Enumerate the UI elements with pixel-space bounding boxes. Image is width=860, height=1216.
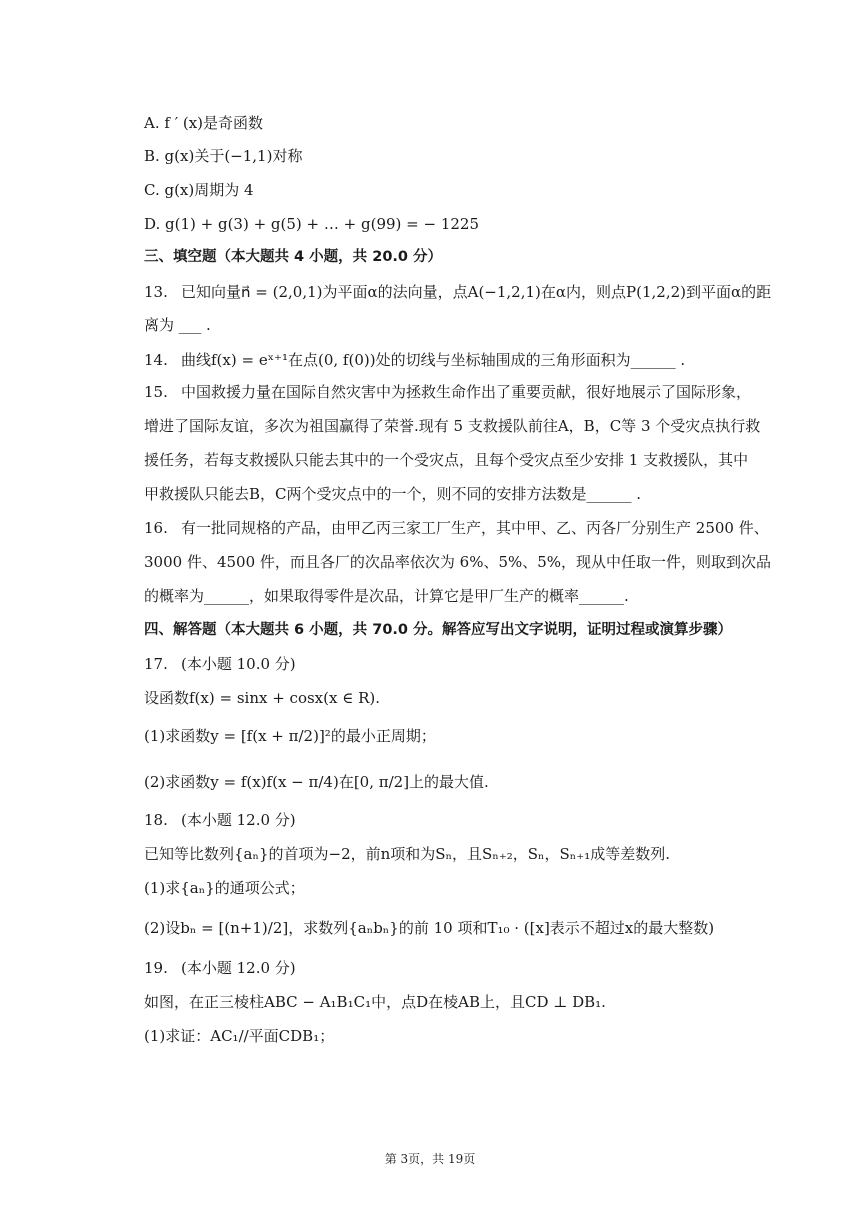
question-17-stem: 设函数f(x) = sinx + cosx(x ∈ R). [144, 689, 380, 707]
question-17 [144, 654, 296, 674]
question-19-stem: 如图，在正三棱柱ABC − A₁B₁C₁中，点D在棱AB上，且CD ⊥ DB₁. [144, 993, 606, 1011]
question-number: 15. [144, 383, 168, 401]
question-13-cont: 离为 ___ . [144, 316, 211, 334]
question-15-line2: 增进了国际友谊，多次为祖国赢得了荣誉.现有 5 支救援队前往A，B，C等 3 个受灾点执行救 [144, 417, 761, 435]
question-17-part2: (2)求函数y = f(x)f(x − π/4)在[0, π/2]上的最大值. [144, 773, 489, 791]
question-score: (本小题 12.0 分) [181, 959, 296, 977]
option-c: C. g(x)周期为 4 [144, 181, 254, 199]
question-number: 17. [144, 655, 168, 673]
question-16-line2: 3000 件、4500 件，而且各厂的次品率依次为 6%、5%、5%，现从中任取一件，则取到次品 [144, 553, 772, 571]
question-number: 18. [144, 811, 168, 829]
question-number: 14. [144, 351, 168, 369]
question-15-line3: 援任务，若每支救援队只能去其中的一个受灾点，且每个受灾点至少安排 1 支救援队，其中 [144, 451, 749, 469]
question-text: 已知向量n⃗ = (2,0,1)为平面α的法向量，点A(−1,2,1)在α内，则点P(1,2,2)到平面α的距 [181, 283, 772, 301]
question-13 [144, 282, 771, 302]
option-a: A. f ′ (x)是奇函数 [144, 114, 264, 132]
question-number: 13. [144, 283, 168, 301]
question-15 [144, 382, 751, 402]
option-b: B. g(x)关于(−1,1)对称 [144, 147, 303, 165]
question-text: 有一批同规格的产品，由甲乙丙三家工厂生产，其中甲、乙、丙各厂分别生产 2500 件、 [181, 519, 769, 537]
option-d: D. g(1) + g(3) + g(5) + … + g(99) = − 1225 [144, 215, 480, 233]
question-score: (本小题 10.0 分) [181, 655, 296, 673]
question-18-stem: 已知等比数列{aₙ}的首项为−2，前n项和为Sₙ，且Sₙ₊₂，Sₙ，Sₙ₊₁成等差数列. [144, 845, 670, 863]
question-text: 曲线f(x) = eˣ⁺¹在点(0, f(0))处的切线与坐标轴围成的三角形面积为______ . [181, 351, 686, 369]
question-number: 16. [144, 519, 168, 537]
question-16 [144, 518, 769, 538]
question-score: (本小题 12.0 分) [181, 811, 296, 829]
question-18-part2: (2)设bₙ = [(n+1)/2]，求数列{aₙbₙ}的前 10 项和T₁₀ · ([x]表示不超过x的最大整数) [144, 919, 715, 937]
question-18-part1: (1)求{aₙ}的通项公式； [144, 879, 305, 897]
question-17-part1: (1)求函数y = [f(x + π/2)]²的最小正周期； [144, 727, 436, 745]
page-footer: 第 3页，共 19页 [384, 1152, 476, 1166]
question-19-part1: (1)求证：AC₁//平面CDB₁； [144, 1027, 335, 1045]
question-number: 19. [144, 959, 168, 977]
section-heading-fill-in: 三、填空题（本大题共 4 小题，共 20.0 分） [144, 249, 443, 265]
section-heading-answers: 四、解答题（本大题共 6 小题，共 70.0 分。解答应写出文字说明，证明过程或演算步骤） [144, 622, 733, 638]
question-16-line3: 的概率为______，如果取得零件是次品，计算它是甲厂生产的概率______. [144, 587, 629, 605]
question-14 [144, 350, 685, 370]
question-18 [144, 810, 296, 830]
question-text: 中国救援力量在国际自然灾害中为拯救生命作出了重要贡献，很好地展示了国际形象， [181, 383, 752, 401]
question-19 [144, 958, 296, 978]
question-15-line4: 甲救援队只能去B，C两个受灾点中的一个，则不同的安排方法数是______ . [144, 485, 642, 503]
